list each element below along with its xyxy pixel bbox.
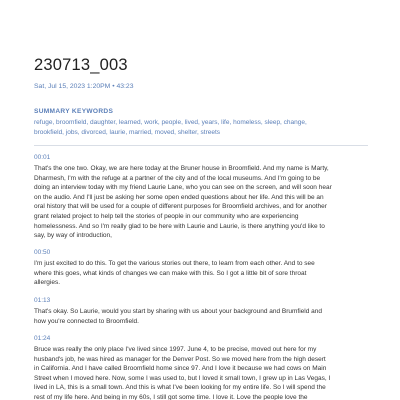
timestamp-link[interactable]: 00:50 xyxy=(34,249,51,256)
text-line: doing an interview today with my friend Laurie Lane, who you can see on the screen, and will soon hear xyxy=(34,184,332,192)
keywords-line: refuge, broomfield, daughter, learned, work, people, lived, years, life, homeless, sleep, change, xyxy=(34,119,307,126)
segment-text xyxy=(34,307,368,326)
text-line: where this goes, what kinds of changes we can make with this. So I got a little bit of sore throat xyxy=(34,269,307,277)
text-line: in California. And I have called Broomfield home since 97. And I love it because we had cows on Main xyxy=(34,365,327,373)
segment-text xyxy=(34,259,368,288)
timestamp-link[interactable]: 01:24 xyxy=(34,335,51,342)
section-divider xyxy=(34,145,368,146)
keywords-line: brookfield, jobs, divorced, laurie, married, moved, shelter, streets xyxy=(34,128,221,136)
text-line: how you're connected to Broomfield. xyxy=(34,317,139,325)
transcript-segment xyxy=(34,296,368,326)
timestamp-link[interactable]: 01:13 xyxy=(34,297,51,304)
segment-text xyxy=(34,164,368,241)
text-line: allergies. xyxy=(34,279,61,287)
text-line: Bruce was really the only place I've lived since 1997. June 4, to be precise, moved out here for my xyxy=(34,346,317,353)
text-line: Street when I moved here. Now, some I was used to, but I loved it small town, I grew up in Las Vegas, I xyxy=(34,374,331,382)
text-line: Dharmesh, I'm with the refuge at a partner of the city and of the local museums. And I'm going to be xyxy=(34,174,321,182)
transcript-segment xyxy=(34,334,368,400)
text-line: grant related project to help tell the stories of people in our community who are experiencing xyxy=(34,212,299,220)
text-line: say, by way of introduction, xyxy=(34,232,112,240)
keywords-heading: SUMMARY KEYWORDS xyxy=(34,108,114,115)
transcript-segment xyxy=(34,248,368,288)
text-line: I'm just excited to do this. To get the various stories out there, to learn from each other. And to see xyxy=(34,260,315,267)
keywords-list xyxy=(34,118,368,137)
text-line: That's the one two. Okay, we are here today at the Bruner house in Broomfield. And my name is Marty, xyxy=(34,165,329,172)
transcript-segment xyxy=(34,153,368,241)
text-line: husband's job, he was hired as manager for the Denver Post. So we moved here from the high desert xyxy=(34,355,326,363)
text-line: homelessness. And so I'm really glad to be here with Laurie and Laurie, is there anything you'd like to xyxy=(34,222,325,230)
document-title: 230713_003 xyxy=(34,56,128,74)
timestamp-link[interactable]: 00:01 xyxy=(34,154,51,161)
text-line: on the audio. And I'll just be asking her some open ended questions about her life. And this will be an xyxy=(34,193,324,201)
recording-meta: Sat, Jul 15, 2023 1:20PM • 43:23 xyxy=(34,83,134,90)
text-line: lived in LA, this is a small town. And this is what I've been looking for my entire life. So I will spend the xyxy=(34,384,326,392)
segment-text xyxy=(34,345,368,400)
text-line: That's okay. So Laurie, would you start by sharing with us about your background and Brumfield and xyxy=(34,308,323,315)
text-line: oral history that will be used for a couple of different purposes for Broomfield archives, and for another xyxy=(34,203,327,211)
text-line: rest of my life here. And being in my 60s, I still got some time. I love it. Love the people love the xyxy=(34,393,308,400)
